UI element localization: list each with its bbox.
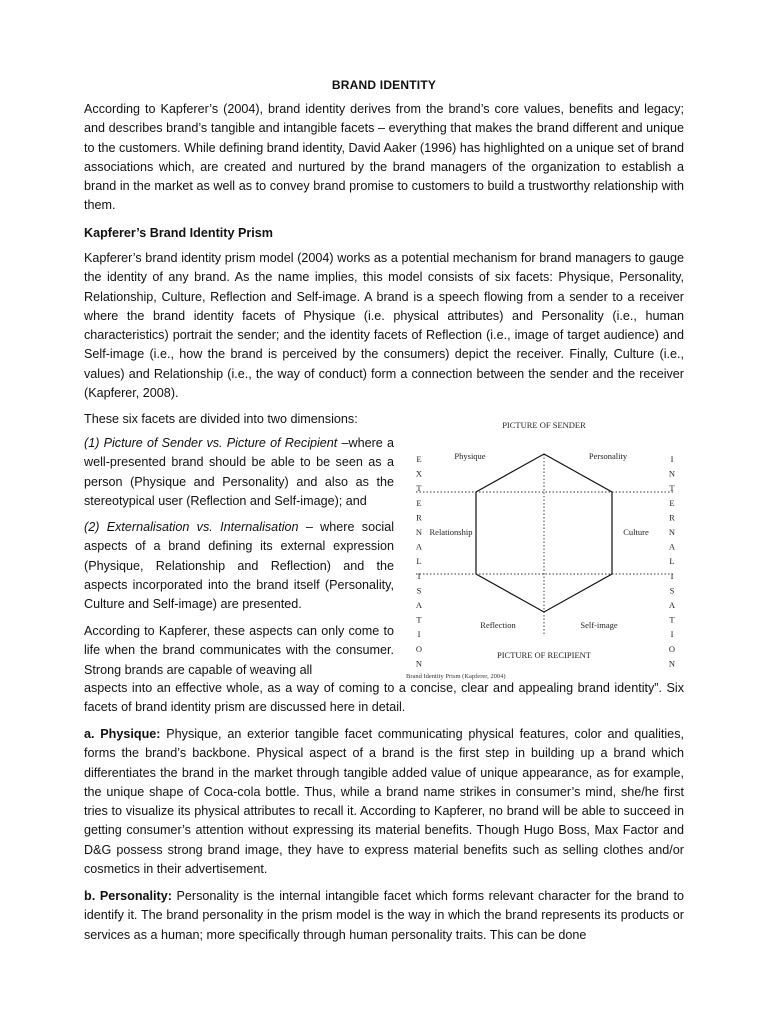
intro-paragraph: According to Kapferer’s (2004), brand identity derives from the brand’s core values, benefits and legacy; and describes brand’s tangible and intangible facets – everything that makes the brand different and unique to the customers. While defining brand identity, David Aaker (1996) has highlighted on a unique set of brand associations which, are created and nurtured by the brand managers of the organization to establish a brand in the market as well as to convey brand promise to customers to build a trustworthy relationship with them. xyxy=(84,102,684,213)
internalisation-letter: I xyxy=(670,629,674,640)
externalisation-letter: E xyxy=(416,497,422,508)
kapferer-paragraph-wrap: According to Kapferer, these aspects can only come to life when the brand communicates with the consumer. Strong brands are capable of weaving all xyxy=(84,624,394,677)
dimension-2-label: (2) Externalisation vs. Internalisation xyxy=(84,520,299,534)
internalisation-letter: E xyxy=(669,497,675,508)
prism-paragraph: Kapferer’s brand identity prism model (2004) works as a potential mechanism for brand managers to gauge the identity of any brand. As the name implies, this model consists of six facets: Physique, Personality, Relationship, Culture, Reflection and Self-image. A brand is a speech flowing from a sender to a receiver where the brand identity facets of Physique (i.e. physical attributes) and Personality (i.e., human characteristics) portrait the sender; and the identity facets of Reflection (i.e., image of target audience) and Self-image (i.e., how the brand is perceived by the consumers) depict the receiver. Finally, Culture (i.e., values) and Relationship (i.e., the way of conduct) form a connection between the sender and the receiver (Kapferer, 2008). xyxy=(84,251,684,401)
physique-paragraph xyxy=(84,725,684,879)
picture-of-sender-label: PICTURE OF SENDER xyxy=(502,420,586,430)
internalisation-letter: I xyxy=(670,570,674,581)
externalisation-letter: N xyxy=(415,658,423,669)
dimension-1-text: –where a well-presented brand should be able to be seen as a person (Physique and Personality) and also as the stereotypical user (Reflection and Self-image); and xyxy=(84,436,394,508)
personality-text: Personality is the internal intangible facet which forms relevant character for the brand to identify it. The brand personality in the prism model is the way in which the brand represents its products or services as a human; more specifically through human personality traits. This can be done xyxy=(84,889,684,942)
internalisation-letter: S xyxy=(669,585,675,596)
dimension-2-paragraph xyxy=(84,518,394,614)
prism-diagram xyxy=(402,414,688,686)
facet-personality: Personality xyxy=(588,451,628,461)
internalisation-letter: O xyxy=(668,643,676,654)
internalisation-vertical-label xyxy=(669,454,676,668)
internalisation-letter: N xyxy=(668,527,676,537)
externalisation-letter: L xyxy=(416,556,422,567)
externalisation-letter: T xyxy=(416,483,422,494)
facet-reflection: Reflection xyxy=(480,620,516,630)
dimension-1-paragraph xyxy=(84,434,394,511)
facet-physique: Physique xyxy=(454,451,486,461)
internalisation-letter: A xyxy=(668,541,676,552)
personality-paragraph xyxy=(84,887,684,945)
facet-relationship: Relationship xyxy=(429,527,473,537)
internalisation-letter: L xyxy=(669,556,675,567)
page-title: BRAND IDENTITY xyxy=(331,78,437,92)
dimension-1-label: (1) Picture of Sender vs. Picture of Recipient xyxy=(84,436,338,450)
internalisation-letter: N xyxy=(668,468,676,479)
figure-caption: Brand Identity Prism (Kapferer, 2004) xyxy=(406,673,506,680)
externalisation-letter: I xyxy=(417,570,421,581)
externalisation-letter: A xyxy=(415,600,423,610)
internalisation-letter: R xyxy=(669,512,675,523)
internalisation-letter: I xyxy=(670,454,674,464)
personality-label: b. Personality: xyxy=(84,889,172,903)
externalisation-letter: A xyxy=(415,541,423,552)
externalisation-letter: X xyxy=(415,468,423,479)
prism-heading: Kapferer’s Brand Identity Prism xyxy=(84,226,273,240)
internalisation-letter: T xyxy=(669,614,675,625)
externalisation-letter: T xyxy=(416,614,422,625)
dimensions-intro: These six facets are divided into two dimensions: xyxy=(84,412,358,426)
externalisation-letter: E xyxy=(416,454,422,464)
externalisation-letter: S xyxy=(416,585,422,596)
physique-label: a. Physique: xyxy=(84,727,161,741)
brand-identity-prism-figure xyxy=(402,414,688,686)
externalisation-letter: R xyxy=(416,512,422,523)
facet-self-image: Self-image xyxy=(580,620,618,630)
dimension-2-text: – where social aspects of a brand defining its external expression (Physique, Relationship and Reflection) and the aspects incorporated into the brand itself (Personality, Culture and Self-image) are presented. xyxy=(84,520,394,612)
physique-text: Physique, an exterior tangible facet communicating physical features, color and qualities, forms the brand’s backbone. Physical aspect of a brand is the first step in building up a brand which differentiates the brand in the market through tangible added value of unique appearance, as for example, the unique shape of Coca-cola bottle. Thus, while a brand name strikes in consumer’s mind, she/he first tries to visualize its physical attributes to recall it. According to Kapferer, no brand will be able to succeed in getting consumer’s attention without expressing its material benefits. Though Hugo Boss, Max Factor and D&G possess strong brand image, they have to express material benefits such as selling clothes and/or cosmetics in their advertisement. xyxy=(84,727,684,877)
externalisation-letter: N xyxy=(415,527,423,537)
externalisation-vertical-label xyxy=(416,454,423,668)
picture-of-recipient-label: PICTURE OF RECIPIENT xyxy=(497,650,591,660)
externalisation-letter: I xyxy=(417,629,421,640)
facet-culture: Culture xyxy=(623,527,649,537)
internalisation-letter: N xyxy=(668,658,676,669)
internalisation-letter: A xyxy=(668,600,676,610)
kapferer-paragraph-full: aspects into an effective whole, as a way of coming to a concise, clear and appealing brand identity”. Six facets of brand identity prism are discussed here in detail. xyxy=(84,681,684,715)
internalisation-letter: T xyxy=(669,483,675,494)
externalisation-letter: O xyxy=(415,643,423,654)
